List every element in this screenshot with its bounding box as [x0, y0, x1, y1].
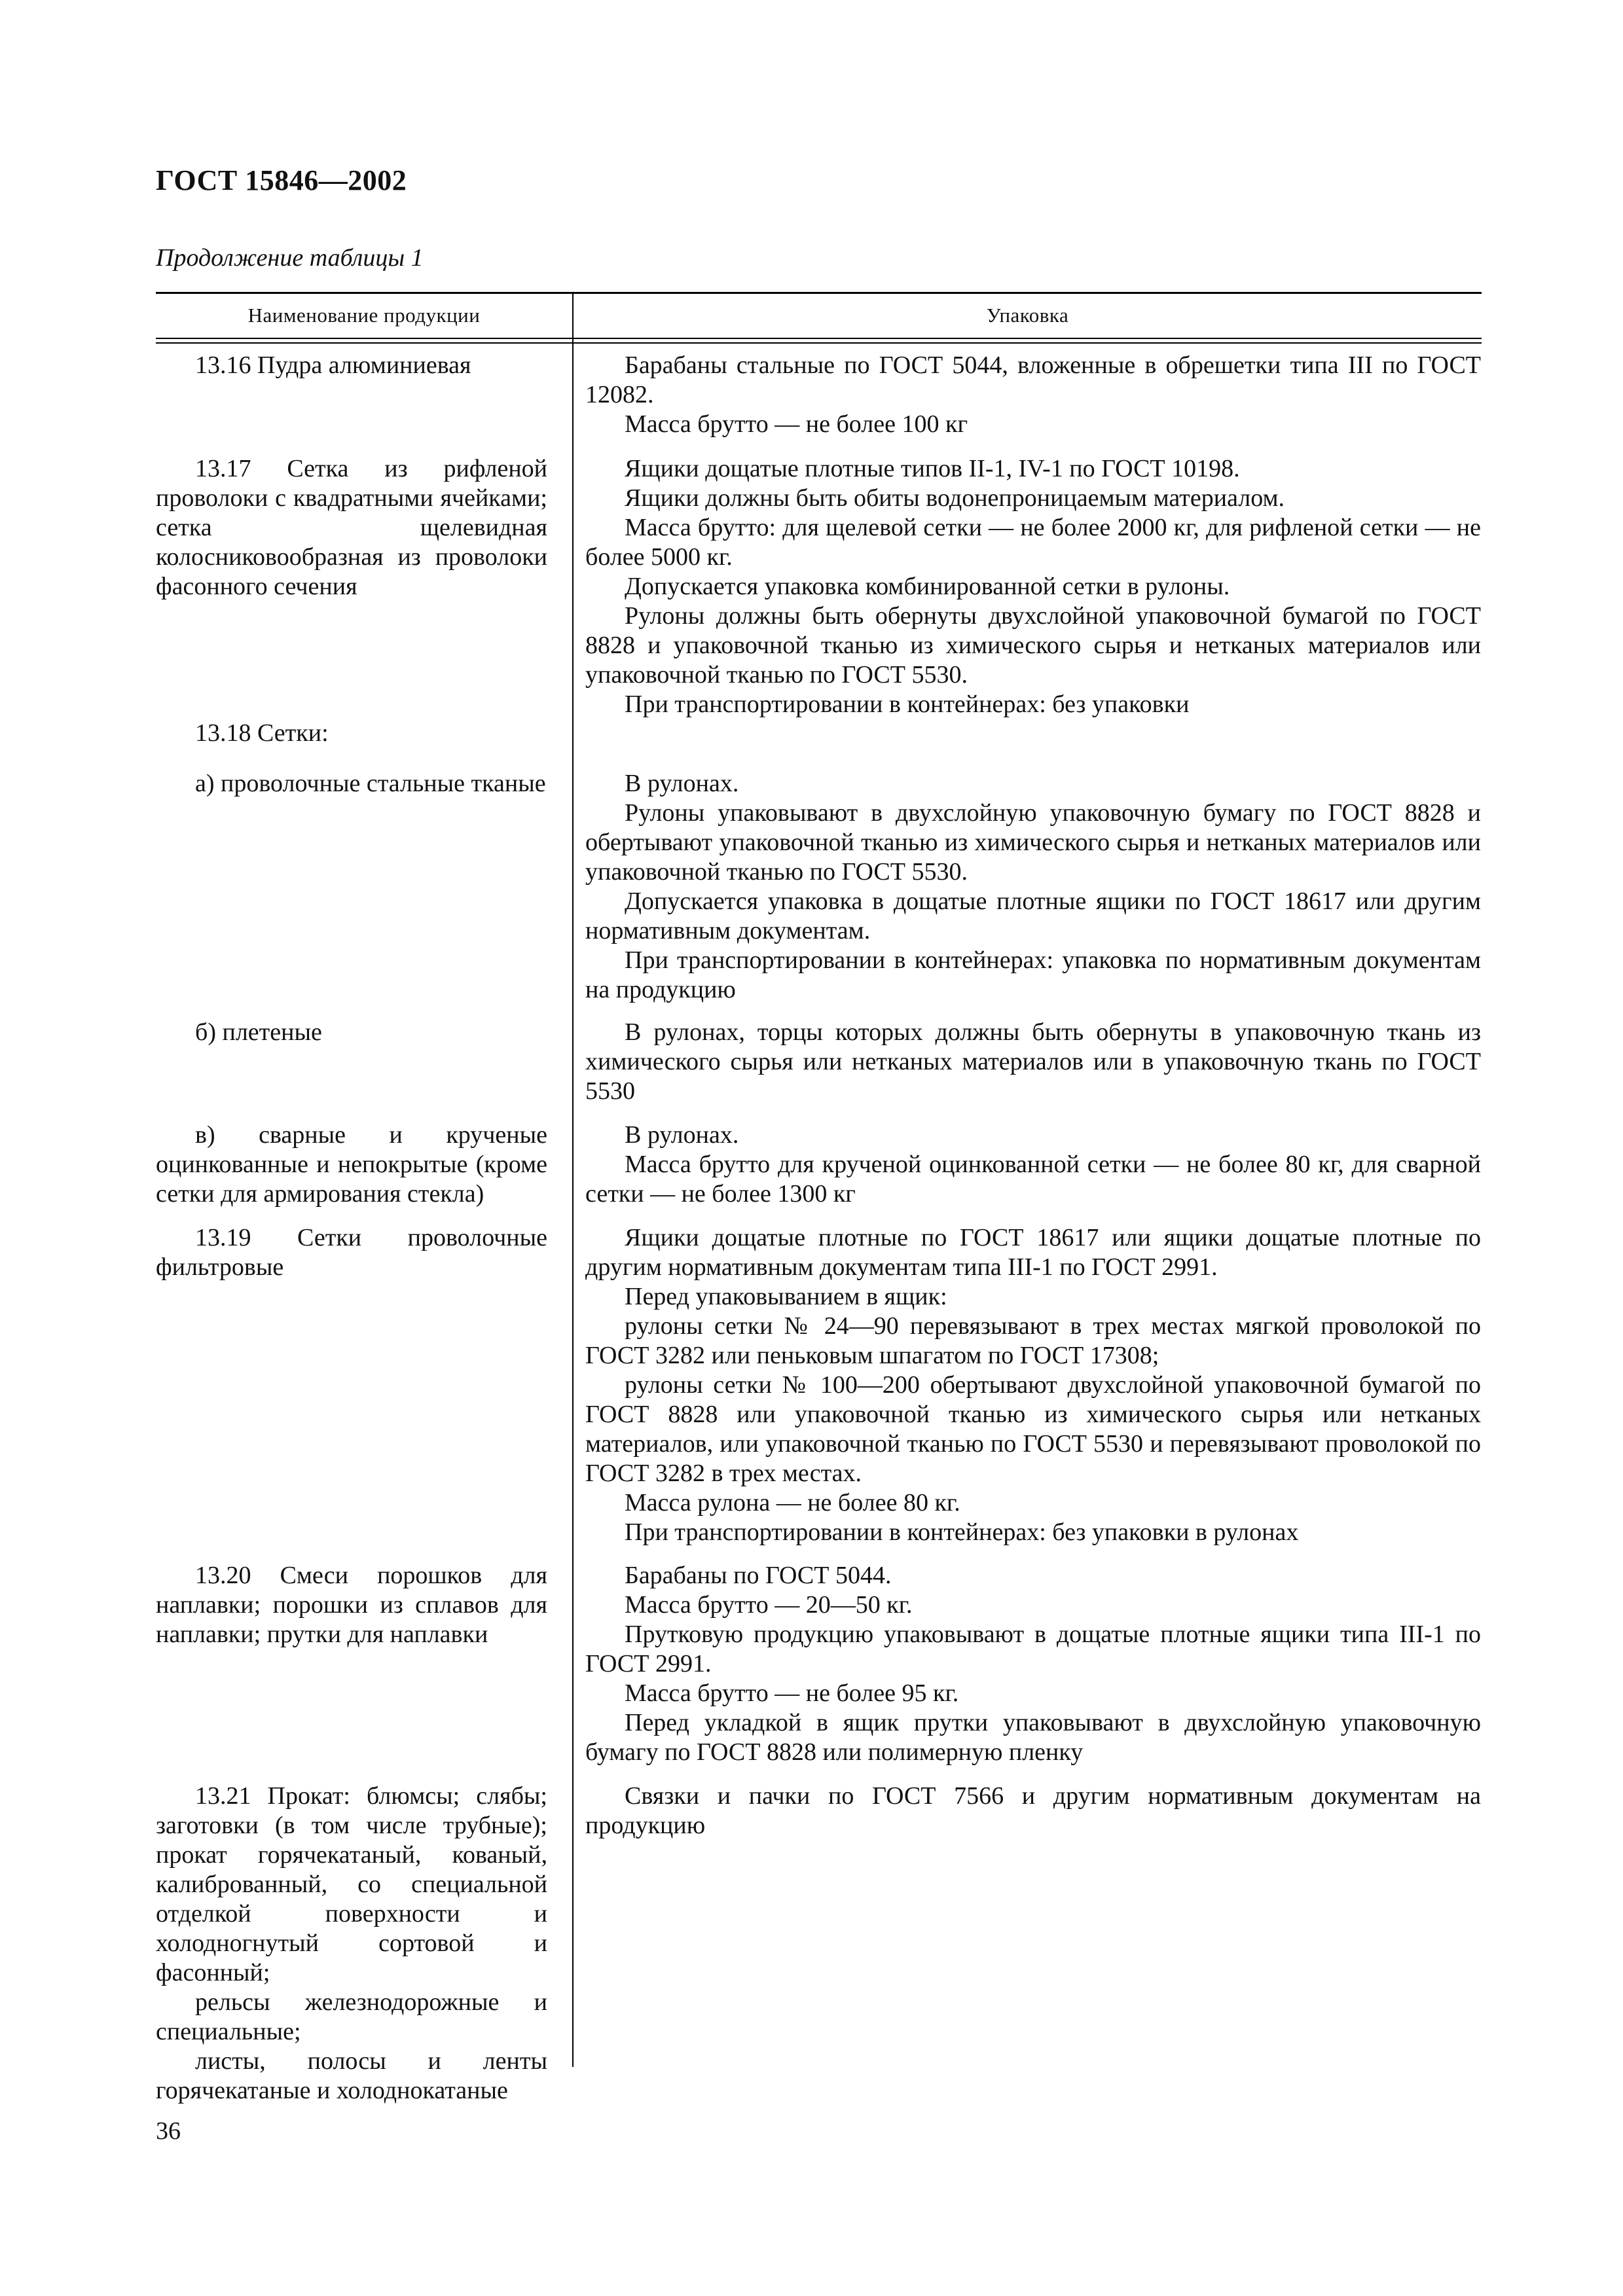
table-row-left: [156, 351, 547, 380]
packaging-text: Перед укладкой в ящик прутки упаковывают в двухслойную упаковочную бумагу по ГОСТ 8828 или полимерную пленку: [585, 1709, 1481, 1766]
column-header-packaging: Упаковка: [986, 304, 1069, 327]
product-name: листы, полосы и ленты горячекатаные и холоднокатаные: [156, 2047, 547, 2104]
packaging-text: Масса рулона — не более 80 кг.: [625, 1489, 960, 1516]
packaging-text: Связки и пачки по ГОСТ 7566 и другим нормативным документам на продукцию: [585, 1782, 1481, 1839]
table-row-left: [156, 769, 547, 798]
table-row-right: [585, 1018, 1481, 1106]
table-row-right: [585, 769, 1481, 1005]
packaging-text: Допускается упаковка в дощатые плотные ящики по ГОСТ 18617 или другим нормативным документам.: [585, 888, 1481, 944]
product-name: б) плетеные: [195, 1018, 322, 1046]
product-name: 13.19 Сетки проволочные фильтровые: [156, 1224, 547, 1281]
packaging-text: Масса брутто: для щелевой сетки — не более 2000 кг, для рифленой сетки — не более 5000 кг.: [585, 514, 1481, 571]
column-divider: [572, 292, 574, 2067]
packaging-text: Ящики дощатые плотные по ГОСТ 18617 или ящики дощатые плотные по другим нормативным документам типа III-1 по ГОСТ 2991.: [585, 1224, 1481, 1281]
table-row-left: [156, 1561, 547, 1649]
table-row-left: [156, 1782, 547, 2106]
product-name: 13.16 Пудра алюминиевая: [195, 351, 471, 379]
product-name: рельсы железнодорожные и специальные;: [156, 1988, 547, 2045]
packaging-text: При транспортировании в контейнерах: упаковка по нормативным документам на продукцию: [585, 946, 1481, 1003]
packaging-text: Масса брутто — 20—50 кг.: [625, 1591, 913, 1619]
packaging-text: Допускается упаковка комбинированной сетки в рулоны.: [625, 573, 1230, 600]
packaging-text: Масса брутто — не более 100 кг: [625, 410, 968, 438]
table-row-right: [585, 1121, 1481, 1209]
packaging-text: В рулонах, торцы которых должны быть обернуты в упаковочную ткань из химического сырья или нетканых материалов или в упаковочную ткань по ГОСТ 5530: [585, 1018, 1481, 1105]
table-row-left: [156, 1121, 547, 1209]
packaging-text: Рулоны упаковывают в двухслойную упаковочную бумагу по ГОСТ 8828 и обертывают упаковочной тканью из химического сырья и нетканых материалов или упаковочной тканью по ГОСТ 5530.: [585, 799, 1481, 886]
table-row-left: [156, 1223, 547, 1282]
packaging-text: При транспортировании в контейнерах: без упаковки: [625, 691, 1190, 718]
packaging-text: При транспортировании в контейнерах: без упаковки в рулонах: [625, 1518, 1299, 1546]
packaging-text: Барабаны по ГОСТ 5044.: [625, 1562, 892, 1589]
packaging-text: Прутковую продукцию упаковывают в дощатые плотные ящики типа III-1 по ГОСТ 2991.: [585, 1621, 1481, 1677]
packaging-text: рулоны сетки № 24—90 перевязывают в трех местах мягкой проволокой по ГОСТ 3282 или пеньковым шпагатом по ГОСТ 17308;: [585, 1312, 1481, 1369]
product-name: 13.20 Смеси порошков для наплавки; порошки из сплавов для наплавки; прутки для наплавки: [156, 1562, 547, 1648]
product-name: 13.21 Прокат: блюмсы; слябы; заготовки (в том числе трубные); прокат горячекатаный, кованый, калиброванный, со специальной отделкой поверхности и холодногнутый сортовой и фасонный;: [156, 1782, 547, 1986]
table-header-rule-1: [156, 338, 1482, 339]
table-row-left: [156, 719, 547, 748]
packaging-text: Масса брутто — не более 95 кг.: [625, 1679, 959, 1707]
packaging-text: В рулонах.: [625, 770, 739, 797]
table-header-rule-2: [156, 342, 1482, 344]
product-name: а) проволочные стальные тканые: [195, 770, 546, 797]
packaging-text: Масса брутто для крученой оцинкованной сетки — не более 80 кг, для сварной сетки — не более 1300 кг: [585, 1151, 1481, 1208]
table-row-left: [156, 1018, 547, 1047]
column-header-product-name: Наименование продукции: [247, 304, 481, 327]
document-code-header: ГОСТ 15846—2002: [156, 164, 407, 196]
packaging-text: В рулонах.: [625, 1121, 739, 1149]
packaging-text: Ящики дощатые плотные типов II-1, IV-1 по ГОСТ 10198.: [625, 455, 1240, 482]
packaging-text: Рулоны должны быть обернуты двухслойной упаковочной бумагой по ГОСТ 8828 и упаковочной тканью из химического сырья и нетканых материалов или упаковочной тканью по ГОСТ 5530.: [585, 602, 1481, 689]
product-name: 13.18 Сетки:: [195, 719, 329, 747]
page-number: 36: [156, 2117, 181, 2145]
table-row-right: [585, 1782, 1481, 1840]
product-name: 13.17 Сетка из рифленой проволоки с квадратными ячейками; сетка щелевидная колосниковообразная из проволоки фасонного сечения: [156, 455, 547, 600]
packaging-text: Барабаны стальные по ГОСТ 5044, вложенные в обрешетки типа III по ГОСТ 12082.: [585, 351, 1481, 408]
table-row-right: [585, 454, 1481, 719]
table-row-right: [585, 351, 1481, 439]
packaging-text: Перед упаковыванием в ящик:: [625, 1283, 947, 1310]
table-continuation-caption: Продолжение таблицы 1: [156, 244, 424, 272]
table-row-left: [156, 454, 547, 601]
packaging-text: Ящики должны быть обиты водонепроницаемым материалом.: [625, 484, 1285, 512]
table-row-right: [585, 1223, 1481, 1547]
packaging-text: рулоны сетки № 100—200 обертывают двухслойной упаковочной бумагой по ГОСТ 8828 или упаковочной тканью из химического сырья или нетканых материалов, или упаковочной тканью по ГОСТ 5530 и перевязывают проволокой по ГОСТ 3282 в трех местах.: [585, 1371, 1481, 1487]
table-row-right: [585, 1561, 1481, 1767]
product-name: в) сварные и крученые оцинкованные и непокрытые (кроме сетки для армирования стекла): [156, 1121, 547, 1208]
